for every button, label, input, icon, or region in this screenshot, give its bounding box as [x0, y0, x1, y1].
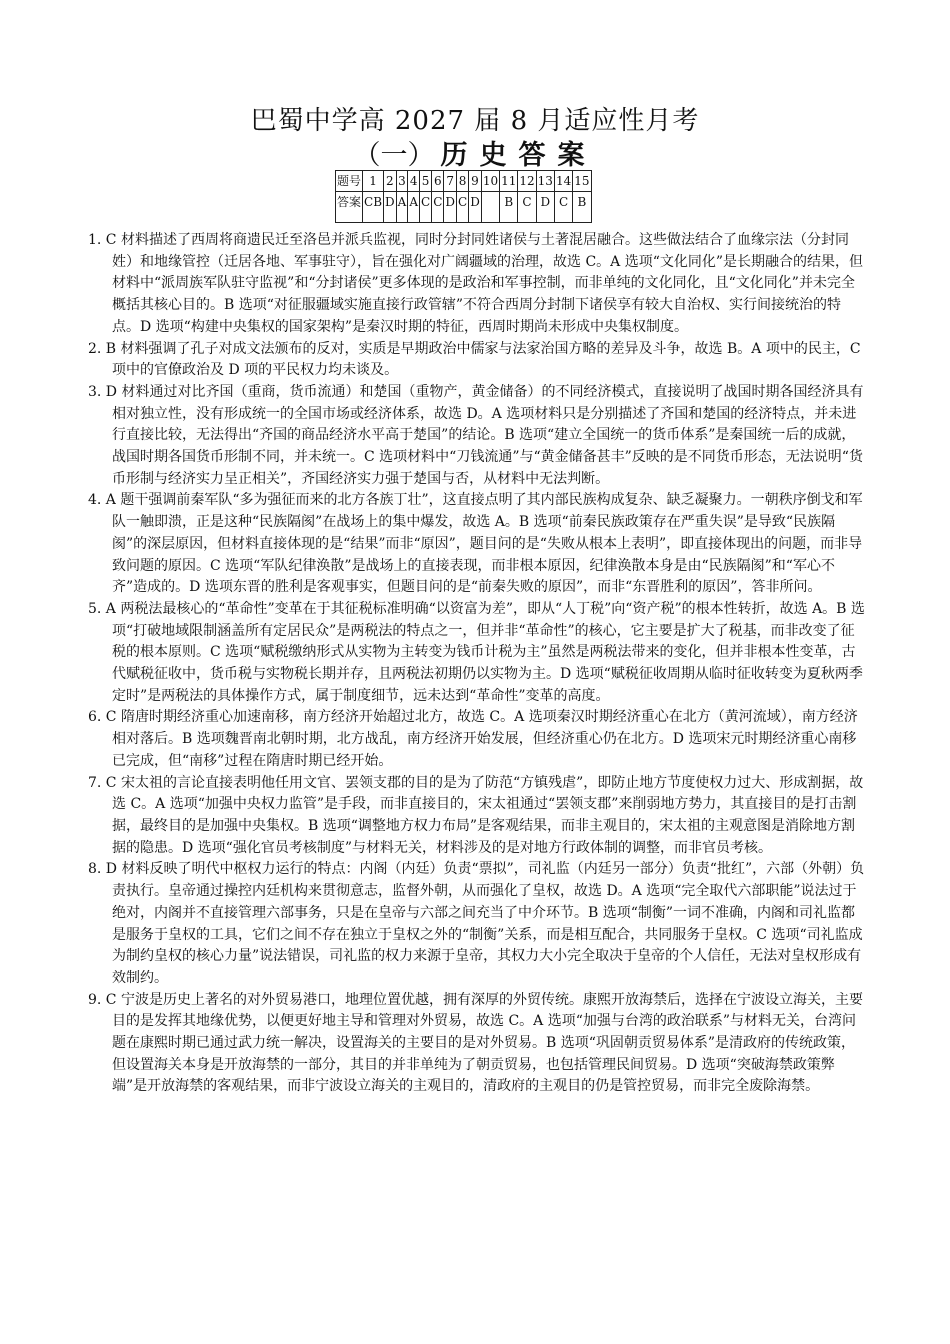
explanation-item: 8. D 材料反映了明代中枢权力运行的特点：内阁（内廷）负责“票拟”，司礼监（内廷另一部分）负责“批红”，六部（外朝）负责执行。皇帝通过操控内廷机构来贯彻意志，监督外朝，从而强化了皇权，故选 D。A 选项“完全取代六部职能”说法过于绝对，内阁并不直接管理六部事务，只是在皇帝与六部之间充当了中介环节。B 选项“制衡”一词不准确，内阁和司礼监都是服务于皇权的工具，它们之间不存在独立于皇权之外的“制衡”关系，而是相互配合，共同服务于皇权。C 选项“司礼监成为制约皇权的核心力量”说法错误，司礼监的权力来源于皇帝，其权力大小完全取决于皇帝的个人信任，无法对皇权形成有效制约。: [88, 861, 865, 986]
explanation-item: 9. C 宁波是历史上著名的对外贸易港口，地理位置优越，拥有深厚的外贸传统。康熙开放海禁后，选择在宁波设立海关，主要目的是发挥其地缘优势，以便更好地主导和管理对外贸易，故选 C。A 选项“加强与台湾的政治联系”与材料无关，台湾问题在康熙时期已通过武力统一解决，设置海关的主要目的是对外贸易。B 选项“巩固朝贡贸易体系”是清政府的传统政策，但设置海关本身是开放海禁的一部分，其目的并非单纯为了朝贡贸易，也包括管理民间贸易。D 选项“突破海禁政策弊端”是开放海禁的客观结果，而非宁波设立海关的主观目的，清政府的主观目的仍是管控贸易，而非完全废除海禁。: [88, 991, 863, 1095]
table-cell: 答案: [336, 192, 363, 223]
table-cell: [481, 192, 499, 223]
answer-value: B: [373, 195, 383, 209]
explanation-item: 5. A 两税法最核心的“革命性”变革在于其征税标准明确“以资富为差”，即从“人丁税”向“资产税”的根本性转折，故选 A。B 选项“打破地域限制涵盖所有定居民众”是两税法的特点之一，但并非“革命性”的核心，它主要是扩大了税基，而非改变了征税的根本原则。C 选项“赋税缴纳形式从实物为主转变为钱币计税为主”虽然是两税法带来的变化，但并非根本性变革，古代赋税征收中，货币税与实物税长期并存，且两税法初期仍以实物为主。D 选项“赋税征收周期从临时征收转变为夏秋两季定时”是两税法的具体操作方式，属于制度细节，远未达到“革命性”变革的高度。: [88, 600, 865, 704]
table-cell: 题号: [336, 171, 363, 192]
table-cell: 11: [500, 171, 518, 192]
answer-explanations: [88, 230, 868, 1098]
table-cell: 12: [518, 171, 536, 192]
explanation-item: 2. B 材料强调了孔子对成文法颁布的反对，实质是早期政治中儒家与法家治国方略的差异及斗争，故选 B。A 项中的民主，C 项中的官僚政治及 D 项的平民权力均未谈及。: [88, 340, 861, 379]
table-cell: D: [469, 192, 482, 223]
table-cell: 9: [469, 171, 482, 192]
table-cell: 3: [396, 171, 408, 192]
page-subtitle: [0, 133, 950, 172]
subtitle-prefix: （一）: [353, 140, 435, 171]
table-cell: 4: [408, 171, 420, 192]
table-cell: [363, 192, 384, 223]
table-cell: 2: [384, 171, 397, 192]
table-cell: 7: [444, 171, 457, 192]
table-cell: A: [396, 192, 408, 223]
subtitle-main: 历史答案: [440, 140, 597, 171]
table-cell: D: [536, 192, 554, 223]
table-cell: 13: [536, 171, 554, 192]
table-cell: B: [573, 192, 591, 223]
table-cell: 6: [432, 171, 444, 192]
table-row: [336, 192, 592, 223]
table-cell: D: [444, 192, 457, 223]
explanation-item: 4. A 题干强调前秦军队“多为强征而来的北方各族丁壮”，这直接点明了其内部民族构成复杂、缺乏凝聚力。一朝秩序倒戈和军队一触即溃，正是这种“民族隔阂”在战场上的集中爆发，故选 A。B 选项“前秦民族政策存在严重失误”是导致“民族隔阂”的深层原因，但材料直接体现的是“结果”而非“原因”，题目问的是“失败从根本上表明”，即直接体现出的问题，而非导致问题的原因。C 选项“军队纪律涣散”是战场上的直接表现，而非根本原因，纪律涣散本身是由“民族隔阂”和“军心不齐”造成的。D 选项东晋的胜利是客观事实，但题目问的是“前秦失败的原因”，而非“东晋胜利的原因”，答非所问。: [88, 492, 863, 596]
table-cell: 15: [573, 171, 591, 192]
table-cell: D: [384, 192, 397, 223]
explanation-item: 1. C 材料描述了西周将商遗民迁至洛邑并派兵监视，同时分封同姓诸侯与土著混居融合。这些做法结合了血缘宗法（分封同姓）和地缘管控（迁居各地、军事驻守），旨在强化对广阔疆域的治理，故选 C。A 选项“文化同化”是长期融合的结果，但材料中“派周族军队驻守监视”和“分封诸侯”更多体现的是政治和军事控制，而非单纯的文化同化，且“文化同化”并未完全概括其核心目的。B 选项“对征服疆域实施直接行政管辖”不符合西周分封制下诸侯享有较大自治权、实行间接统治的特点。D 选项“构建中央集权的国家架构”是秦汉时期的特征，西周时期尚未形成中央集权制度。: [88, 232, 864, 335]
table-cell: 8: [457, 171, 469, 192]
table-cell: 14: [554, 171, 572, 192]
table-cell: 5: [420, 171, 432, 192]
table-cell: 10: [481, 171, 499, 192]
page-title: 巴蜀中学高 2027 届 8 月适应性月考: [250, 106, 700, 136]
explanation-item: 6. C 隋唐时期经济重心加速南移，南方经济开始超过北方，故选 C。A 选项秦汉时期经济重心在北方（黄河流域），南方经济相对落后。B 选项魏晋南北朝时期，北方战乱，南方经济开始发展，但经济重心仍在北方。D 选项宋元时期经济重心南移已完成，但“南移”过程在隋唐时期已经开始。: [88, 709, 858, 769]
answer-table: [335, 170, 592, 223]
table-cell: A: [408, 192, 420, 223]
table-cell: C: [432, 192, 444, 223]
table-row: [336, 171, 592, 192]
table-cell: B: [500, 192, 518, 223]
explanation-item: 7. C 宋太祖的言论直接表明他任用文官、罢领支郡的目的是为了防范“方镇残虐”，即防止地方节度使权力过大、形成割据，故选 C。A 选项“加强中央权力监管”是手段，而非直接目的，宋太祖通过“罢领支郡”来削弱地方势力，其直接目的是打击割据，最终目的是加强中央集权。B 选项“调整地方权力布局”是客观结果，而非主观目的，宋太祖的主观意图是消除地方割据的隐患。D 选项“强化官员考核制度”与材料无关，材料涉及的是对地方行政体制的调整，而非官员考核。: [88, 774, 864, 856]
answer-value: C: [364, 195, 374, 209]
explanation-item: 3. D 材料通过对比齐国（重商，货币流通）和楚国（重物产，黄金储备）的不同经济模式，直接说明了战国时期各国经济具有相对独立性，没有形成统一的全国市场或经济体系，故选 D。A 选项材料只是分别描述了齐国和楚国的经济特点，并未进行直接比较，无法得出“齐国的商品经济水平高于楚国”的结论。B 选项“建立全国统一的货币体系”是秦国统一后的成就，战国时期各国货币形制不同，并未统一。C 选项材料中“刀钱流通”与“黄金储备甚丰”反映的是不同货币形态，无法说明“货币形制与经济实力呈正相关”，齐国经济实力强于楚国与否，从材料中无法判断。: [88, 383, 864, 487]
table-cell: 1: [363, 171, 384, 192]
table-cell: C: [554, 192, 572, 223]
table-cell: C: [420, 192, 432, 223]
table-cell: C: [457, 192, 469, 223]
table-cell: C: [518, 192, 536, 223]
